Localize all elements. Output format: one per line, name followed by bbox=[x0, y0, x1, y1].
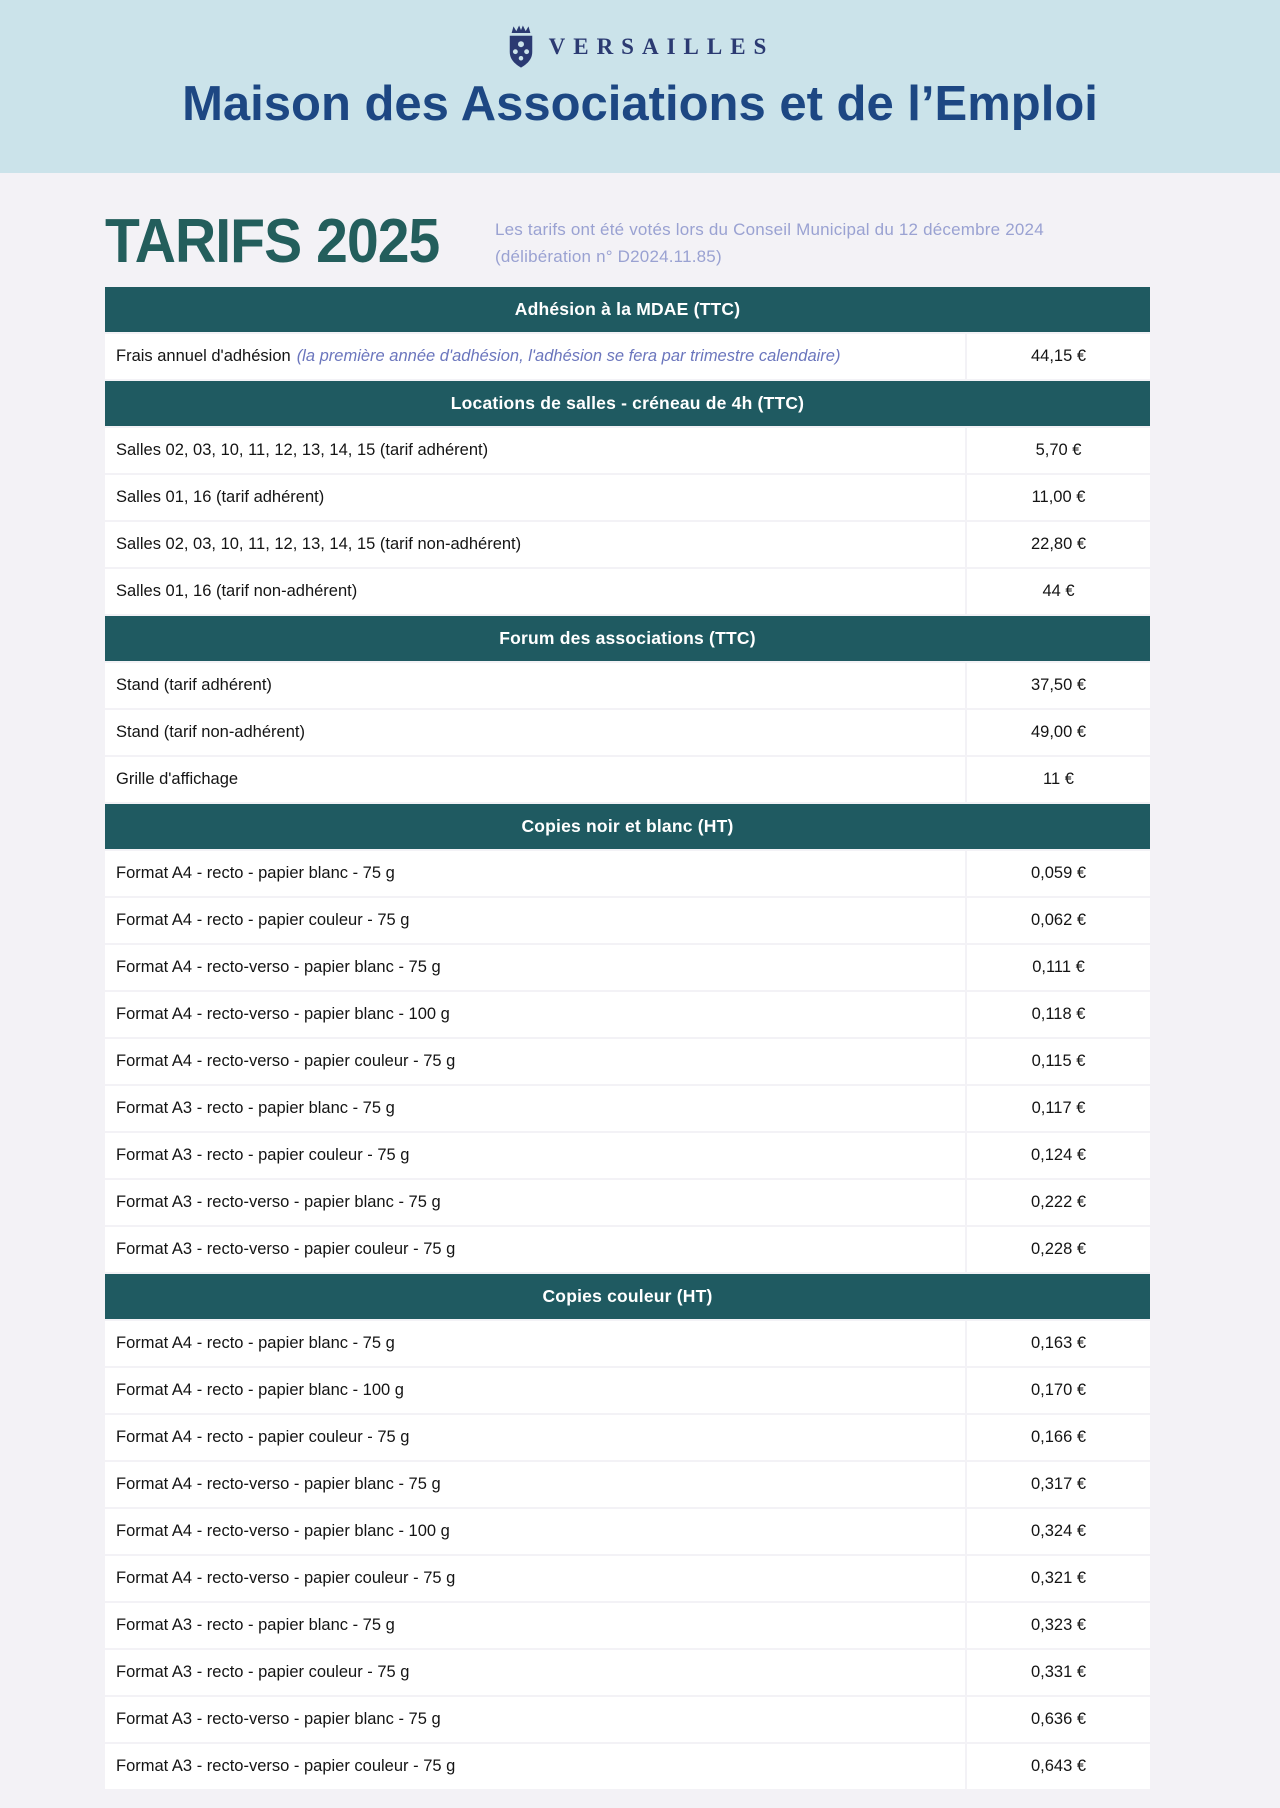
tariff-label: Salles 01, 16 (tarif adhérent) bbox=[116, 487, 325, 506]
section-header: Locations de salles - créneau de 4h (TTC) bbox=[105, 381, 1150, 426]
tariff-label-cell bbox=[105, 1509, 965, 1554]
tariff-price: 11 € bbox=[967, 757, 1150, 802]
tariff-row bbox=[105, 1415, 1150, 1460]
tariff-label: Salles 01, 16 (tarif non-adhérent) bbox=[116, 581, 358, 600]
tariff-row bbox=[105, 992, 1150, 1037]
tariff-label-cell bbox=[105, 945, 965, 990]
tariff-price: 0,062 € bbox=[967, 898, 1150, 943]
tariff-price: 0,317 € bbox=[967, 1462, 1150, 1507]
tariff-label: Format A3 - recto-verso - papier blanc - 75 g bbox=[116, 1709, 441, 1728]
tariff-row bbox=[105, 1556, 1150, 1601]
tariff-label: Format A3 - recto-verso - papier couleur - 75 g bbox=[116, 1239, 456, 1258]
tariff-price: 0,115 € bbox=[967, 1039, 1150, 1084]
tariff-label: Format A3 - recto - papier couleur - 75 g bbox=[116, 1662, 410, 1681]
tariff-label-cell bbox=[105, 1180, 965, 1225]
tariff-label-cell bbox=[105, 334, 965, 379]
tariff-row bbox=[105, 475, 1150, 520]
vote-subtitle-line1: Les tarifs ont été votés lors du Conseil Municipal du 12 décembre 2024 bbox=[495, 220, 1044, 239]
tariff-label: Format A3 - recto - papier couleur - 75 g bbox=[116, 1145, 410, 1164]
tariff-label-cell bbox=[105, 1744, 965, 1789]
tariff-row bbox=[105, 334, 1150, 379]
tariff-label-cell bbox=[105, 1650, 965, 1695]
tariff-row bbox=[105, 1227, 1150, 1272]
tariff-row bbox=[105, 1509, 1150, 1554]
tariff-price: 0,124 € bbox=[967, 1133, 1150, 1178]
brand-text: VERSAILLES bbox=[548, 34, 775, 59]
tariff-price: 0,059 € bbox=[967, 851, 1150, 896]
tariff-price: 44 € bbox=[967, 569, 1150, 614]
tariff-price: 0,222 € bbox=[967, 1180, 1150, 1225]
tariff-label: Format A3 - recto-verso - papier couleur - 75 g bbox=[116, 1756, 456, 1775]
tariff-label-cell bbox=[105, 1603, 965, 1648]
tariff-price: 0,117 € bbox=[967, 1086, 1150, 1131]
tariff-row bbox=[105, 1462, 1150, 1507]
tariff-row bbox=[105, 851, 1150, 896]
tariff-label-cell bbox=[105, 1415, 965, 1460]
tariff-price: 49,00 € bbox=[967, 710, 1150, 755]
tariff-price: 22,80 € bbox=[967, 522, 1150, 567]
site-title: Maison des Associations et de l’Emploi bbox=[182, 77, 1098, 131]
tariff-label: Format A4 - recto-verso - papier blanc - 100 g bbox=[116, 1521, 450, 1540]
tariff-label-cell bbox=[105, 475, 965, 520]
tariff-row bbox=[105, 1744, 1150, 1789]
tariff-label-cell bbox=[105, 851, 965, 896]
tariff-label: Salles 02, 03, 10, 11, 12, 13, 14, 15 (tarif non-adhérent) bbox=[116, 534, 522, 553]
tariff-price: 0,228 € bbox=[967, 1227, 1150, 1272]
tariff-row bbox=[105, 1697, 1150, 1742]
vote-subtitle bbox=[495, 213, 1044, 270]
tariff-row bbox=[105, 757, 1150, 802]
tariff-row bbox=[105, 663, 1150, 708]
tariff-price: 0,323 € bbox=[967, 1603, 1150, 1648]
tariff-price: 0,321 € bbox=[967, 1556, 1150, 1601]
tariff-row bbox=[105, 1650, 1150, 1695]
tariff-label: Format A4 - recto-verso - papier couleur - 75 g bbox=[116, 1568, 456, 1587]
tariff-label: Format A4 - recto - papier blanc - 75 g bbox=[116, 863, 395, 882]
tariff-label-cell bbox=[105, 710, 965, 755]
tariff-label-cell bbox=[105, 1462, 965, 1507]
tariff-label-cell bbox=[105, 663, 965, 708]
tariff-row bbox=[105, 1321, 1150, 1366]
top-banner bbox=[0, 0, 1280, 173]
tariff-label-cell bbox=[105, 1227, 965, 1272]
tariff-row bbox=[105, 898, 1150, 943]
tariff-price: 0,111 € bbox=[967, 945, 1150, 990]
tariff-row bbox=[105, 428, 1150, 473]
tariff-label: Salles 02, 03, 10, 11, 12, 13, 14, 15 (tarif adhérent) bbox=[116, 440, 489, 459]
tariff-label-cell bbox=[105, 428, 965, 473]
section-header: Adhésion à la MDAE (TTC) bbox=[105, 287, 1150, 332]
tariff-label: Format A4 - recto - papier blanc - 75 g bbox=[116, 1333, 395, 1352]
tariff-label: Format A3 - recto-verso - papier blanc - 75 g bbox=[116, 1192, 441, 1211]
vote-subtitle-line2: (délibération n° D2024.11.85) bbox=[495, 247, 722, 266]
tariff-price: 0,118 € bbox=[967, 992, 1150, 1037]
section-header: Forum des associations (TTC) bbox=[105, 616, 1150, 661]
tariff-label-cell bbox=[105, 522, 965, 567]
tariff-price: 0,636 € bbox=[967, 1697, 1150, 1742]
tariff-label: Format A3 - recto - papier blanc - 75 g bbox=[116, 1098, 395, 1117]
tariff-label: Stand (tarif non-adhérent) bbox=[116, 722, 305, 741]
tariff-label-cell bbox=[105, 1556, 965, 1601]
tariff-label-cell bbox=[105, 757, 965, 802]
section-header: Copies noir et blanc (HT) bbox=[105, 804, 1150, 849]
versailles-crest-icon bbox=[506, 23, 536, 71]
tariff-price: 11,00 € bbox=[967, 475, 1150, 520]
tariff-label: Format A4 - recto-verso - papier blanc - 75 g bbox=[116, 957, 441, 976]
tariff-label-cell bbox=[105, 1086, 965, 1131]
tariff-row bbox=[105, 1133, 1150, 1178]
tariff-label: Stand (tarif adhérent) bbox=[116, 675, 272, 694]
tariff-table bbox=[105, 287, 1150, 1789]
tariff-price: 5,70 € bbox=[967, 428, 1150, 473]
tariff-label: Format A4 - recto-verso - papier blanc - 100 g bbox=[116, 1004, 450, 1023]
tariff-label-cell bbox=[105, 1133, 965, 1178]
tariff-row bbox=[105, 710, 1150, 755]
tariff-label: Format A4 - recto-verso - papier couleur - 75 g bbox=[116, 1051, 456, 1070]
tariff-label: Grille d'affichage bbox=[116, 769, 239, 788]
tariff-label: Frais annuel d'adhésion bbox=[116, 346, 291, 365]
tariff-price: 0,324 € bbox=[967, 1509, 1150, 1554]
tariff-price: 37,50 € bbox=[967, 663, 1150, 708]
tariff-label: Format A4 - recto-verso - papier blanc - 75 g bbox=[116, 1474, 441, 1493]
page-title-row bbox=[105, 207, 1150, 276]
tariff-label: Format A4 - recto - papier blanc - 100 g bbox=[116, 1380, 404, 1399]
tariff-price: 0,163 € bbox=[967, 1321, 1150, 1366]
tariff-price: 0,643 € bbox=[967, 1744, 1150, 1789]
tariff-label-cell bbox=[105, 898, 965, 943]
tariff-price: 0,170 € bbox=[967, 1368, 1150, 1413]
page-title: TARIFS 2025 bbox=[105, 207, 440, 276]
tariff-price: 0,166 € bbox=[967, 1415, 1150, 1460]
tariff-label-cell bbox=[105, 1368, 965, 1413]
tariff-price: 44,15 € bbox=[967, 334, 1150, 379]
tariff-label: Format A3 - recto - papier blanc - 75 g bbox=[116, 1615, 395, 1634]
tariff-row bbox=[105, 1368, 1150, 1413]
tariff-label-cell bbox=[105, 1321, 965, 1366]
tariff-label-cell bbox=[105, 1039, 965, 1084]
tariff-row bbox=[105, 945, 1150, 990]
tariff-row bbox=[105, 569, 1150, 614]
tariff-note: (la première année d'adhésion, l'adhésion se fera par trimestre calendaire) bbox=[296, 346, 841, 365]
tariff-label: Format A4 - recto - papier couleur - 75 g bbox=[116, 1427, 410, 1446]
section-header: Copies couleur (HT) bbox=[105, 1274, 1150, 1319]
tariff-price: 0,331 € bbox=[967, 1650, 1150, 1695]
tariff-row bbox=[105, 1086, 1150, 1131]
tariff-label-cell bbox=[105, 569, 965, 614]
tariff-label-cell bbox=[105, 1697, 965, 1742]
tariff-row bbox=[105, 1603, 1150, 1648]
versailles-logo bbox=[0, 0, 1280, 74]
tariff-row bbox=[105, 1039, 1150, 1084]
tariff-row bbox=[105, 522, 1150, 567]
tariff-label: Format A4 - recto - papier couleur - 75 g bbox=[116, 910, 410, 929]
tariff-row bbox=[105, 1180, 1150, 1225]
tariff-label-cell bbox=[105, 992, 965, 1037]
